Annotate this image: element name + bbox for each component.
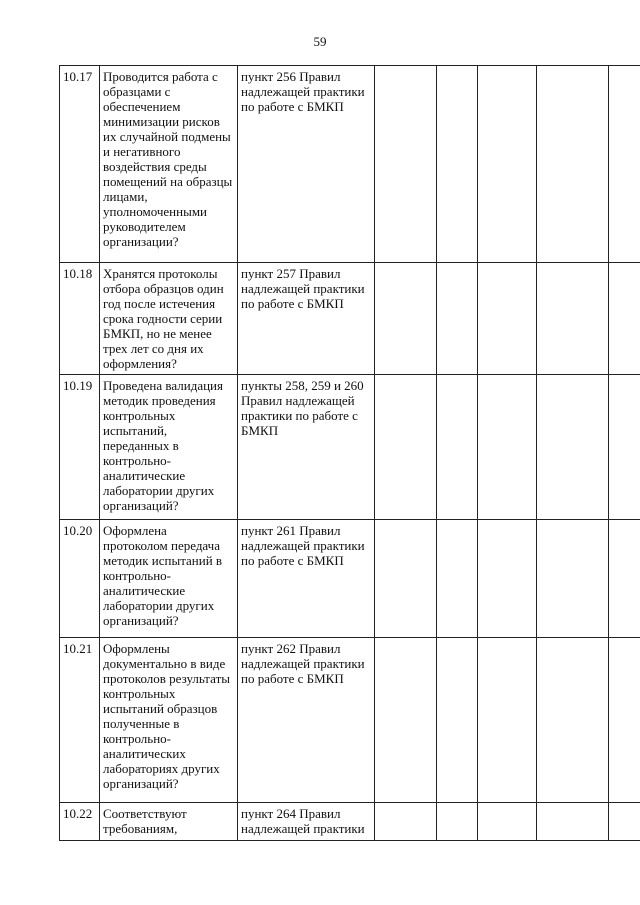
table-row — [60, 803, 640, 841]
reference-text: пункт 264 Правил надлежащей практики — [241, 806, 365, 836]
checklist-table — [59, 65, 640, 841]
answer-cell-2 — [437, 638, 478, 803]
answer-cell-3 — [478, 375, 537, 520]
question-text: Хранятся протоколы отбора образцов один год после истечения срока годности серии БМКП, но не менее трех лет со дня их оформления? — [103, 266, 224, 371]
requirement-question — [100, 803, 238, 841]
requirement-question — [100, 375, 238, 520]
requirement-question — [100, 638, 238, 803]
answer-cell-4 — [537, 638, 609, 803]
question-text: Оформлена протоколом передача методик испытаний в контрольно- аналитические лаборатории других организаций? — [103, 523, 223, 628]
table-row — [60, 263, 640, 375]
question-text: Соответствуют требованиям, — [103, 806, 187, 836]
reference-text: пункт 262 Правил надлежащей практики по работе с БМКП — [241, 641, 365, 686]
answer-cell-2 — [437, 375, 478, 520]
reference-text: пункты 258, 259 и 260 Правил надлежащей практики по работе с БМКП — [241, 378, 364, 438]
answer-cell-4 — [537, 263, 609, 375]
answer-cell-4 — [537, 520, 609, 638]
regulation-reference — [238, 638, 375, 803]
answer-cell-5 — [609, 638, 640, 803]
regulation-reference — [238, 803, 375, 841]
row-number: 10.21 — [60, 638, 100, 803]
question-text: Оформлены документально в виде протоколов результаты контрольных испытаний образцов полученные в контрольно- аналитических лабораториях других организаций? — [103, 641, 230, 791]
table-row — [60, 375, 640, 520]
reference-text: пункт 256 Правил надлежащей практики по работе с БМКП — [241, 69, 365, 114]
table-row — [60, 520, 640, 638]
answer-cell-1 — [375, 263, 437, 375]
row-number: 10.20 — [60, 520, 100, 638]
question-text: Проведена валидация методик проведения контрольных испытаний, переданных в контрольно- аналитические лаборатории других организаций? — [103, 378, 223, 513]
answer-cell-3 — [478, 638, 537, 803]
regulation-reference — [238, 520, 375, 638]
answer-cell-5 — [609, 375, 640, 520]
row-number: 10.19 — [60, 375, 100, 520]
row-number: 10.18 — [60, 263, 100, 375]
answer-cell-4 — [537, 66, 609, 263]
answer-cell-3 — [478, 66, 537, 263]
answer-cell-2 — [437, 520, 478, 638]
answer-cell-1 — [375, 803, 437, 841]
answer-cell-5 — [609, 803, 640, 841]
page-number: 59 — [313, 34, 327, 49]
answer-cell-1 — [375, 638, 437, 803]
row-number: 10.17 — [60, 66, 100, 263]
answer-cell-4 — [537, 375, 609, 520]
answer-cell-2 — [437, 263, 478, 375]
regulation-reference — [238, 263, 375, 375]
answer-cell-5 — [609, 263, 640, 375]
answer-cell-5 — [609, 520, 640, 638]
reference-text: пункт 257 Правил надлежащей практики по работе с БМКП — [241, 266, 365, 311]
table-row — [60, 638, 640, 803]
requirement-question — [100, 66, 238, 263]
answer-cell-1 — [375, 520, 437, 638]
answer-cell-1 — [375, 375, 437, 520]
requirement-question — [100, 520, 238, 638]
answer-cell-3 — [478, 803, 537, 841]
table-row — [60, 66, 640, 263]
regulation-reference — [238, 375, 375, 520]
reference-text: пункт 261 Правил надлежащей практики по работе с БМКП — [241, 523, 365, 568]
question-text: Проводится работа с образцами с обеспечением минимизации рисков их случайной подмены и негативного воздействия среды помещений на образцы лицами, уполномоченными руководителем организации? — [103, 69, 233, 249]
answer-cell-3 — [478, 520, 537, 638]
row-number: 10.22 — [60, 803, 100, 841]
answer-cell-2 — [437, 66, 478, 263]
answer-cell-4 — [537, 803, 609, 841]
answer-cell-5 — [609, 66, 640, 263]
answer-cell-1 — [375, 66, 437, 263]
regulation-reference — [238, 66, 375, 263]
answer-cell-3 — [478, 263, 537, 375]
requirement-question — [100, 263, 238, 375]
answer-cell-2 — [437, 803, 478, 841]
